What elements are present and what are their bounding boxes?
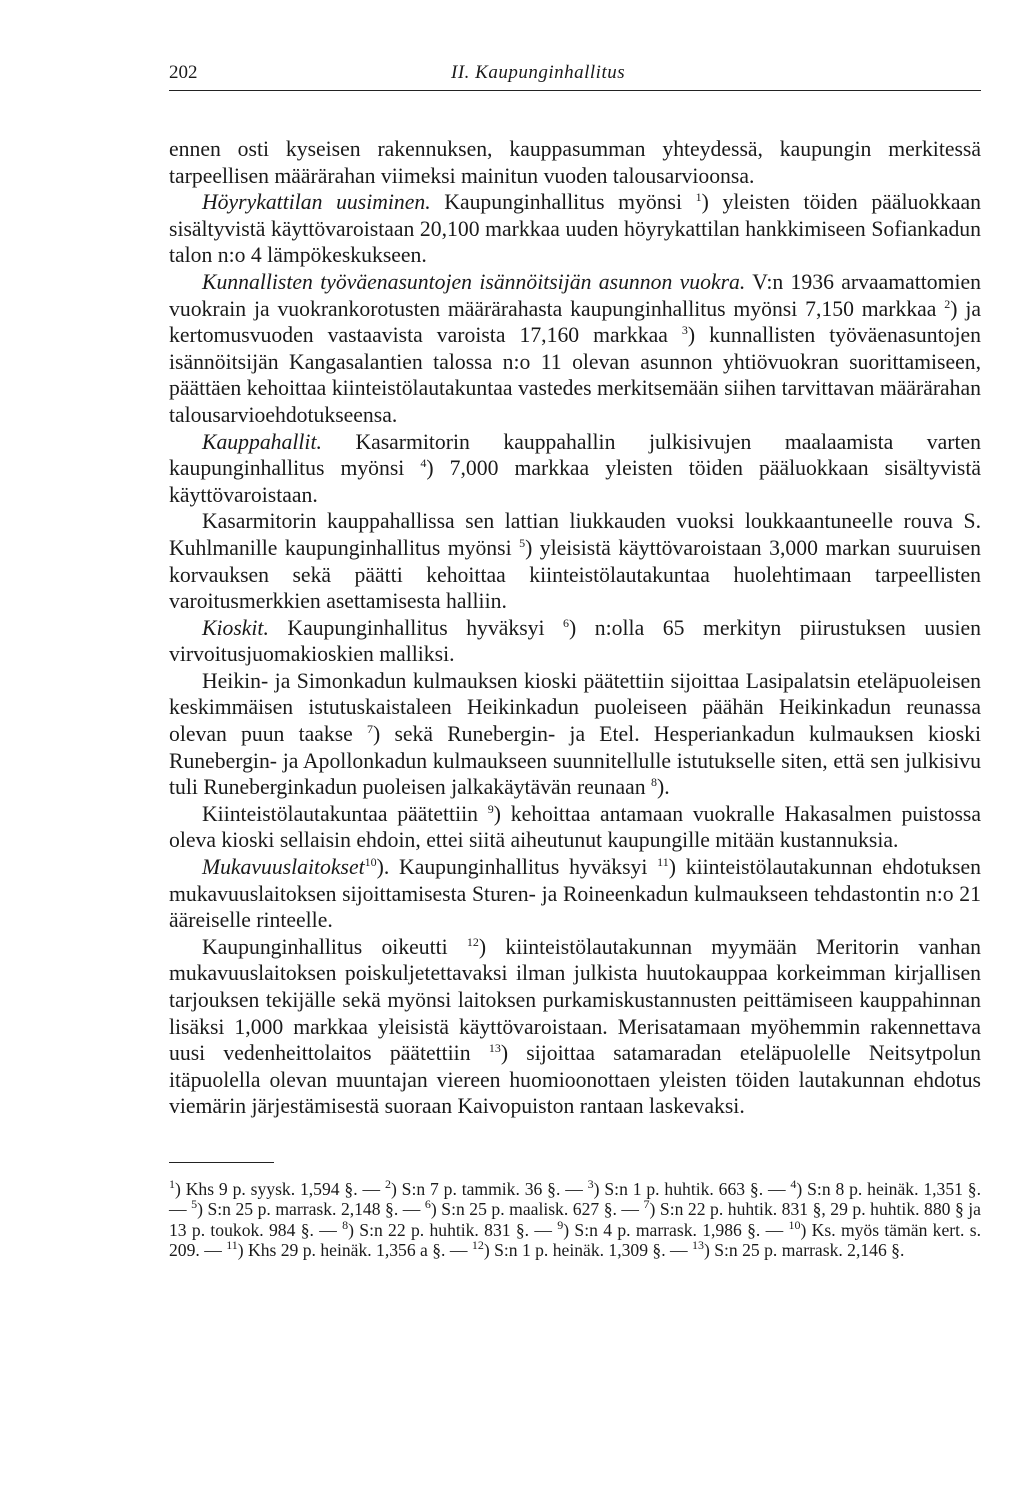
section-heading: Kunnallisten työväenasuntojen isännöitsijän asunnon vuokra. [202, 269, 746, 294]
page-number: 202 [169, 62, 198, 83]
paragraph [169, 801, 981, 854]
footnote-ref: 10 [364, 854, 377, 869]
paragraph-text: ). [657, 775, 670, 800]
footnotes [169, 1179, 981, 1260]
paragraph [169, 429, 981, 509]
paragraph [169, 854, 981, 934]
footnote-ref: 11 [657, 854, 669, 869]
footnote-ref: 4 [420, 455, 427, 470]
footnote-marker: 6 [424, 1197, 431, 1212]
footnote-ref: 13 [488, 1040, 501, 1055]
paragraph-text: Heikin- ja Simonkadun kulmauksen kioski päätettiin sijoittaa Lasipalatsin eteläpuoleisen keskimmäisen istutuskaistaleen Heikinkadun puoleiseen päähän Heikinkadun reunassa olevan puun taakse [169, 668, 981, 747]
footnote-text: ) S:n 22 p. huhtik. 831 §. — [348, 1219, 558, 1240]
page-header [169, 60, 981, 91]
footnote-marker: 9 [557, 1217, 564, 1232]
paragraph-text: ) kiinteistölautakunnan myymään Meritorin vanhan mukavuuslaitoksen poiskuljetettavaksi ilman julkista huutokauppaa korkeimman kirjallisen tarjouksen tekijälle sekä myönsi laitoksen purkamiskustannusten peittämiseen kauppahinnan lisäksi 1,000 markkaa yleisistä käyttövaroistaan. Merisatamaan myöhemmin rakennettava uusi vedenheittolaitos päätettiin [169, 934, 981, 1066]
section-heading: Höyrykattilan uusiminen. [202, 190, 431, 215]
footnote-ref: 9 [487, 801, 494, 816]
footnote-ref: 1 [695, 189, 702, 204]
footnote-ref: 6 [563, 615, 570, 630]
footnote-text: ) Khs 29 p. heinäk. 1,356 a §. — [237, 1239, 472, 1260]
paragraph-text: ) sekä Runebergin- ja Etel. Hesperiankadun kulmauksen kioski Runebergin- ja Apollonkadun kulmaukseen suunnitellulle istutukselle siten, että sen julkisivu tuli Runeberginkadun puoleisen jalkakäytävän reunaan [169, 722, 982, 800]
footnote-text: ) Khs 9 p. syysk. 1,594 §. — [175, 1178, 385, 1199]
footnote-text: ) S:n 8 p. heinäk. 1,351 §. — [169, 1178, 981, 1220]
footnote-marker: 8 [342, 1217, 349, 1232]
footnote-ref: 3 [681, 322, 688, 337]
footnote-marker: 10 [788, 1217, 801, 1232]
paragraph-text: ) kehoittaa antamaan vuokralle Hakasalmen puistossa oleva kioski sellaisin ehdoin, ettei siitä aiheutunut kaupungille mitään kustannuksia. [169, 801, 981, 853]
footnote-ref: 7 [367, 721, 374, 736]
paragraph-text: ) n:olla 65 merkityn piirustuksen uusien virvoitusjuomakioskien malliksi. [169, 615, 981, 667]
paragraph-text: Kaupunginhallitus oikeutti [202, 934, 467, 959]
footnote-text: ) S:n 1 p. huhtik. 663 §. — [593, 1178, 791, 1199]
footnote-text: ) S:n 7 p. tammik. 36 §. — [390, 1178, 588, 1199]
paragraph-text: ) sijoittaa satamaradan eteläpuolelle Neitsytpolun itäpuolella olevan muuntajan viereen huomioonottaen yleisten töiden lautakunnan ehdotus viemärin järjestämisestä suoraan Kaivopuiston rantaan laskevaksi. [169, 1041, 981, 1119]
paragraph-text: ) yleisistä käyttövaroistaan 3,000 markan suuruisen korvauksen sekä päätti kehoittaa kiinteistölautakuntaa huolehtimaan tarpeellisten varoitusmerkkien asettamisesta halliin. [169, 535, 981, 614]
paragraph [169, 189, 981, 269]
paragraph [169, 136, 981, 189]
paragraph [169, 269, 981, 429]
section-heading: Kauppahallit. [202, 429, 322, 454]
footnote-marker: 2 [384, 1177, 391, 1192]
footnote-ref: 2 [944, 296, 951, 311]
footnote-marker: 4 [790, 1177, 797, 1192]
paragraph [169, 615, 981, 668]
paragraph-text: ). Kaupunginhallitus hyväksyi [376, 855, 658, 880]
section-heading: Kioskit. [202, 615, 269, 640]
footnote-text: ) S:n 22 p. huhtik. 831 §, 29 p. huhtik. 880 § ja 13 p. toukok. 984 §. — [169, 1199, 981, 1240]
paragraph-text: Kasarmitorin kauppahallissa sen lattian liukkauden vuoksi loukkaantuneelle rouva S. Kuhlmanille kaupunginhallitus myönsi [169, 509, 981, 560]
paragraph-text: ennen osti kyseisen rakennuksen, kauppasumman yhteydessä, kaupungin merkitessä tarpeellisen määrärahan viimeksi mainitun vuoden talousarvioonsa. [169, 137, 981, 188]
paragraph [169, 508, 981, 614]
paragraph-text: ) ja kertomusvuoden vastaavista varoista 17,160 markkaa [169, 296, 982, 348]
footnote-text: ) S:n 25 p. maalisk. 627 §. — [430, 1199, 644, 1220]
paragraph-text: ) kiinteistölautakunnan ehdotuksen mukavuuslaitoksen sijoittamisesta Sturen- ja Roineenkadun kulmaukseen tehdastontin n:o 21 ääreiselle rinteelle. [169, 855, 981, 933]
paragraph-text: Kaupunginhallitus hyväksyi [268, 615, 564, 640]
paragraph-text: ) kunnallisten työväenasuntojen isännöitsijän Kangasalantien talossa n:o 11 olevan asunnon yhtiövuokran suorittamiseen, päättäen kehoittaa kiinteistölautakuntaa vastedes merkitsemään siihen tarvittavan määrärahan talousarvioehdotukseensa. [169, 323, 981, 427]
paragraph-text: Kiinteistölautakuntaa päätettiin [202, 801, 488, 826]
footnote-marker: 3 [587, 1177, 594, 1192]
footnote-marker: 5 [191, 1197, 198, 1212]
footnote-ref: 12 [466, 934, 479, 949]
paragraph [169, 934, 981, 1120]
footnote-text: ) S:n 25 p. marrask. 2,146 §. [704, 1239, 905, 1260]
paragraph-text: ) yleisten töiden pääluokkaan sisältyvistä käyttövaroistaan 20,100 markkaa uuden höyrykattilan hankkimiseen Sofiankadun talon n:o 4 lämpökeskukseen. [169, 190, 981, 268]
paragraph-text: V:n 1936 arvaamattomien vuokrain ja vuokrankorotusten määrärahasta kaupunginhallitus myönsi 7,150 markkaa [169, 269, 981, 321]
section-heading: Mukavuuslaitokset [202, 855, 365, 880]
footnote-text: ) S:n 25 p. marrask. 2,148 §. — [197, 1199, 425, 1220]
paragraph-text: Kaupunginhallitus myönsi [430, 190, 696, 215]
footnote-marker: 13 [692, 1238, 704, 1252]
running-title: II. Kaupunginhallitus [451, 62, 626, 83]
document-page [169, 60, 981, 1260]
paragraph [169, 668, 981, 801]
footnote-text: ) S:n 1 p. heinäk. 1,309 §. — [483, 1239, 692, 1260]
footnote-marker: 11 [226, 1238, 238, 1252]
footnote-text: ) S:n 4 p. marrask. 1,986 §. — [563, 1219, 789, 1240]
paragraph-text: Kasarmitorin kauppahallin julkisivujen maalaamista varten kaupunginhallitus myönsi [169, 429, 981, 481]
footnote-divider [169, 1162, 274, 1163]
footnote-marker: 12 [471, 1238, 484, 1252]
body-text [169, 136, 981, 1120]
footnote-ref: 8 [651, 775, 657, 790]
footnote-ref: 5 [519, 535, 526, 550]
footnote-text: ) Ks. myös tämän kert. s. 209. — [169, 1219, 981, 1260]
footnote-marker: 7 [643, 1197, 650, 1212]
paragraph-text: ) 7,000 markkaa yleisten töiden pääluokkaan sisältyvistä käyttövaroistaan. [169, 456, 982, 507]
footnote-marker: 1 [169, 1177, 175, 1192]
